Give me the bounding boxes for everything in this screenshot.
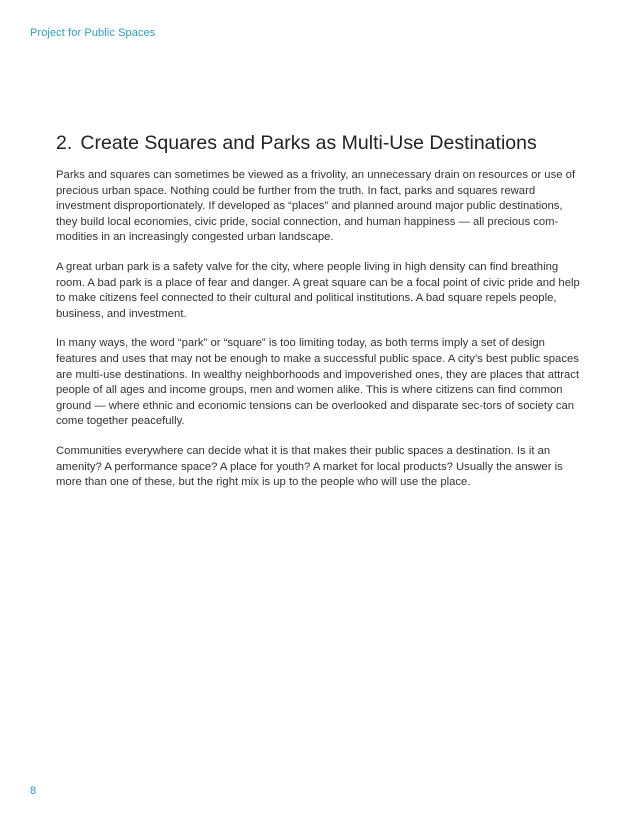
paragraph-2: A great urban park is a safety valve for the city, where people living in high density can find breathing room. A bad park is a place of fear and danger. A great square can be a focal point of civic pride and help to make citizens feel connected to their cultural and political institutions. A bad square repels people, business, and investment.: [56, 260, 580, 320]
page-number: 8: [30, 785, 37, 797]
paragraph-1: Parks and squares can sometimes be viewed as a frivolity, an unnecessary drain on resources or use of precious urban space. Nothing could be further from the truth. In fact, parks and squares reward investment disproportionately. If developed as “places” and planned around major public destinations, they build local economies, civic pride, social connection, and human happiness — all precious com-modities in an increasingly congested urban landscape.: [56, 169, 576, 244]
paragraph-4: Communities everywhere can decide what it is that makes their public spaces a destination. Is it an amenity? A performance space? A place for youth? A market for local products? Usually the answer is more than one of these, but the right mix is up to the people who will use the place.: [56, 444, 563, 489]
running-header: Project for Public Spaces: [30, 27, 156, 39]
paragraph-3: In many ways, the word “park” or “square” is too limiting today, as both terms imply a set of design features and uses that may not be enough to make a successful public space. A city’s best public spaces are multi-use destinations. In wealthy neighborhoods and impoverished ones, they are places that attract people of all ages and income groups, men and women alike. This is where citizens can find common ground — where ethnic and economic tensions can be overlooked and disparate sec-tors of society can come together peacefully.: [56, 337, 580, 428]
section-title: [56, 130, 584, 156]
section-title-text: Create Squares and Parks as Multi-Use Destinations: [80, 132, 537, 154]
section: [56, 130, 584, 505]
section-number: 2.: [56, 132, 73, 154]
